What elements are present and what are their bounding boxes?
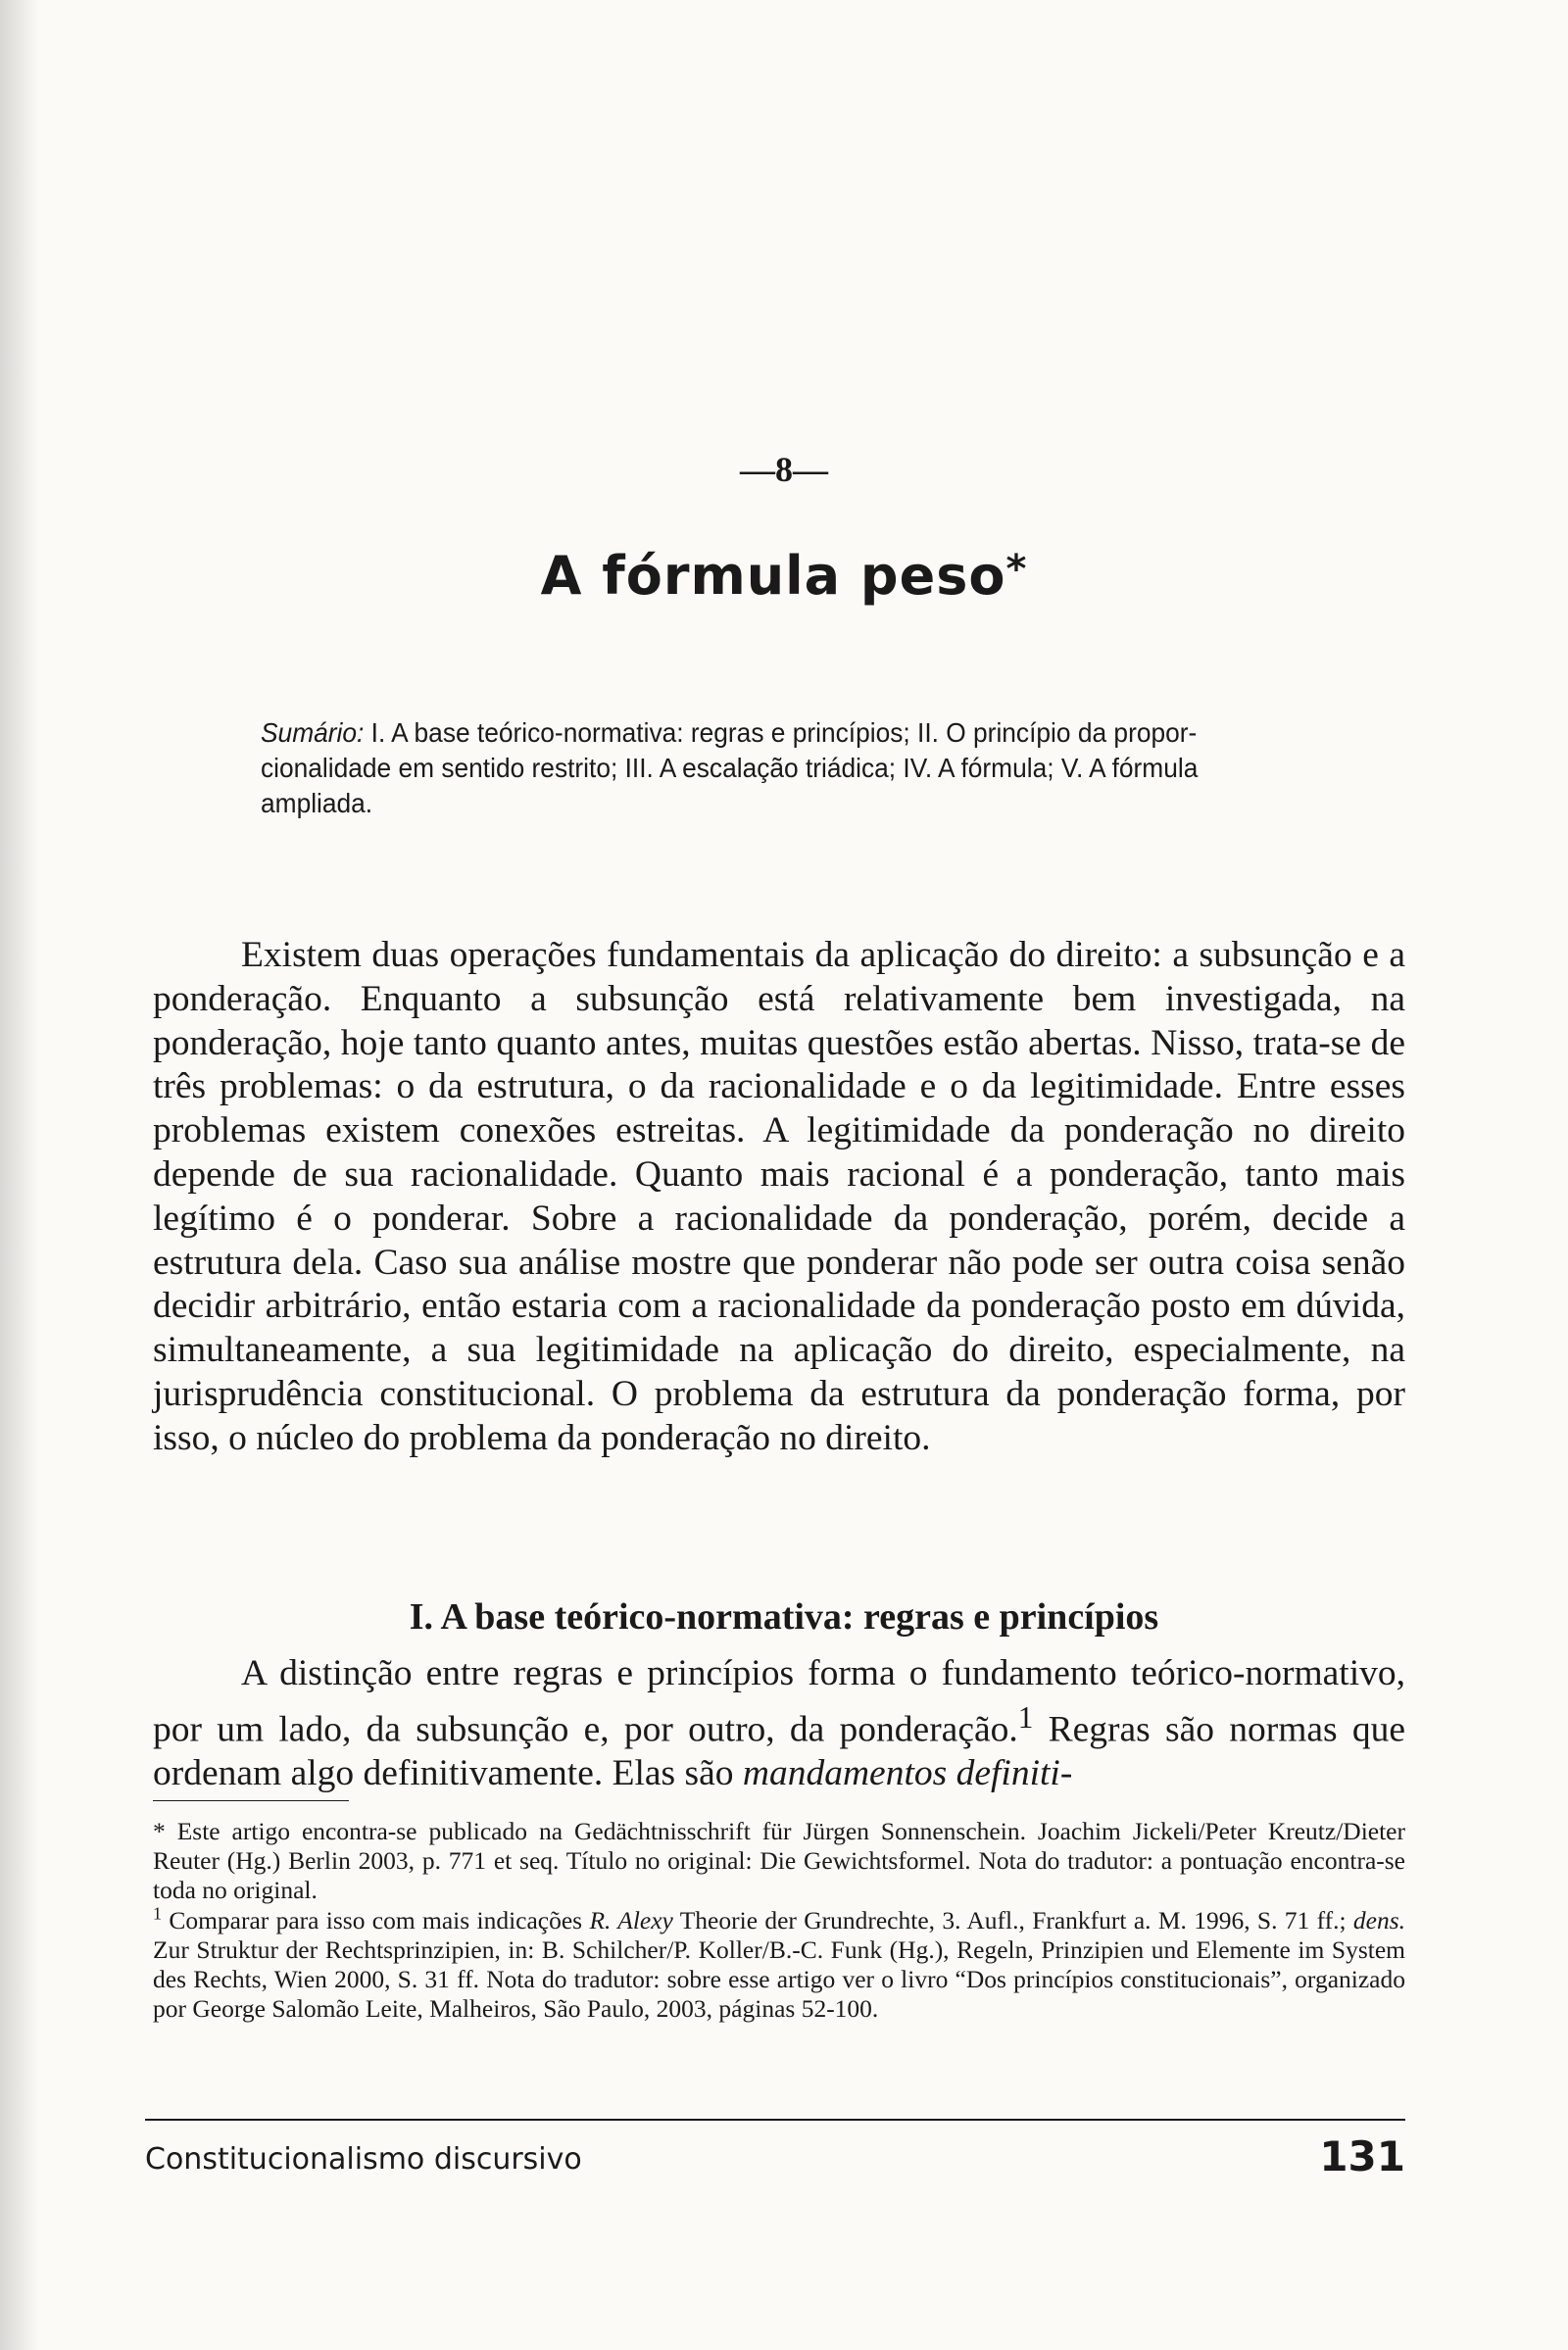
paragraph-intro: [153, 934, 1405, 1461]
footnote-1-text: Zur Struktur der Rechtsprinzipien, in: B. Schilcher/P. Koller/B.-C. Funk (Hg.), Regeln, Prinzipien und Elemente im System des Rechts, Wien 2000, S. 31 ff. Nota do tradutor: sobre esse artigo ver o livro “Dos princípios constitucionais”, organizado por George Salomão Leite, Malheiros, São Paulo, 2003, páginas 52-100.: [153, 1934, 1405, 2024]
footnote-1: [153, 1903, 1406, 2025]
summary-text: I. A base teórico-normativa: regras e princípios; II. O princípio da proporcionalidade em sentido restrito; III. A escalação triádica; IV. A fórmula; V. A fórmula ampliada.: [261, 717, 1199, 818]
paragraph-rules-text-1: A distinção entre regras e princípios forma o fundamento teórico-normativo, por um lado, da subsunção e, por outro, da ponderação.: [153, 1653, 1405, 1750]
chapter-title: [0, 545, 1568, 607]
footer-book-title: Constitucionalismo discursivo: [145, 2142, 582, 2177]
chapter-title-footnote-marker: *: [1005, 547, 1028, 592]
footnote-ref-1: 1: [1017, 1699, 1034, 1735]
footnote-separator: [153, 1800, 349, 1801]
chapter-summary: [261, 715, 1250, 821]
footer-rule: [145, 2119, 1405, 2121]
paragraph-rules-emphasis: mandamentos definiti-: [742, 1753, 1073, 1794]
footnote-1-author: R. Alexy: [589, 1905, 673, 1934]
footnotes: [153, 1817, 1405, 2024]
page-number: 131: [1319, 2132, 1405, 2180]
footnote-1-marker: 1: [153, 1903, 162, 1924]
chapter-title-text: A fórmula peso: [540, 545, 1006, 607]
footnote-star: [153, 1817, 1405, 1906]
paragraph-rules-principles: [153, 1652, 1405, 1796]
footnote-star-text: Este artigo encontra-se publicado na Gedächtnisschrift für Jürgen Sonnenschein. Joachim Jickeli/Peter Kreutz/Dieter Reuter (Hg.) Berlin 2003, p. 771 et seq. Título no original: Die Gewichtsformel. Nota do tradutor: a pontuação encontra-se toda no original.: [153, 1817, 1405, 1905]
section-heading: I. A base teórico-normativa: regras e princípios: [409, 1596, 1159, 1638]
page-edge-shadow: [0, 0, 39, 2350]
footnote-1-dens: dens.: [1352, 1905, 1406, 1934]
paragraph-intro-text: Existem duas operações fundamentais da aplicação do direito: a subsunção e a ponderação. Enquanto a subsunção está relativamente bem investigada, na ponderação, hoje tanto quanto antes, muitas questões estão abertas. Nisso, trata-se de três problemas: o da estrutura, o da racionalidade e o da legitimidade. Entre esses problemas existem conexões estreitas. A legitimidade da ponderação no direito depende de sua racionalidade. Quanto mais racional é a ponderação, tanto mais legítimo é o ponderar. Sobre a racionalidade da ponderação, porém, decide a estrutura dela. Caso sua análise mostre que ponderar não pode ser outra coisa senão decidir arbitrário, então estaria com a racionalidade da ponderação posto em dúvida, simultaneamente, a sua legitimidade na aplicação do direito, especialmente, na jurisprudência constitucional. O problema da estrutura da ponderação forma, por isso, o núcleo do problema da ponderação no direito.: [153, 935, 1405, 1458]
summary-label: Sumário:: [261, 717, 365, 748]
paragraph-rules-text-2: Regras são normas que ordenam algo definitivamente. Elas são: [153, 1709, 1405, 1794]
chapter-number: —8—: [740, 450, 828, 489]
footnote-1-text: Theorie der Grundrechte, 3. Aufl., Frankfurt a. M. 1996, S. 71 ff.;: [672, 1905, 1353, 1934]
footnote-star-marker: *: [153, 1817, 166, 1845]
footnote-1-text: Comparar para isso com mais indicações: [162, 1905, 590, 1934]
